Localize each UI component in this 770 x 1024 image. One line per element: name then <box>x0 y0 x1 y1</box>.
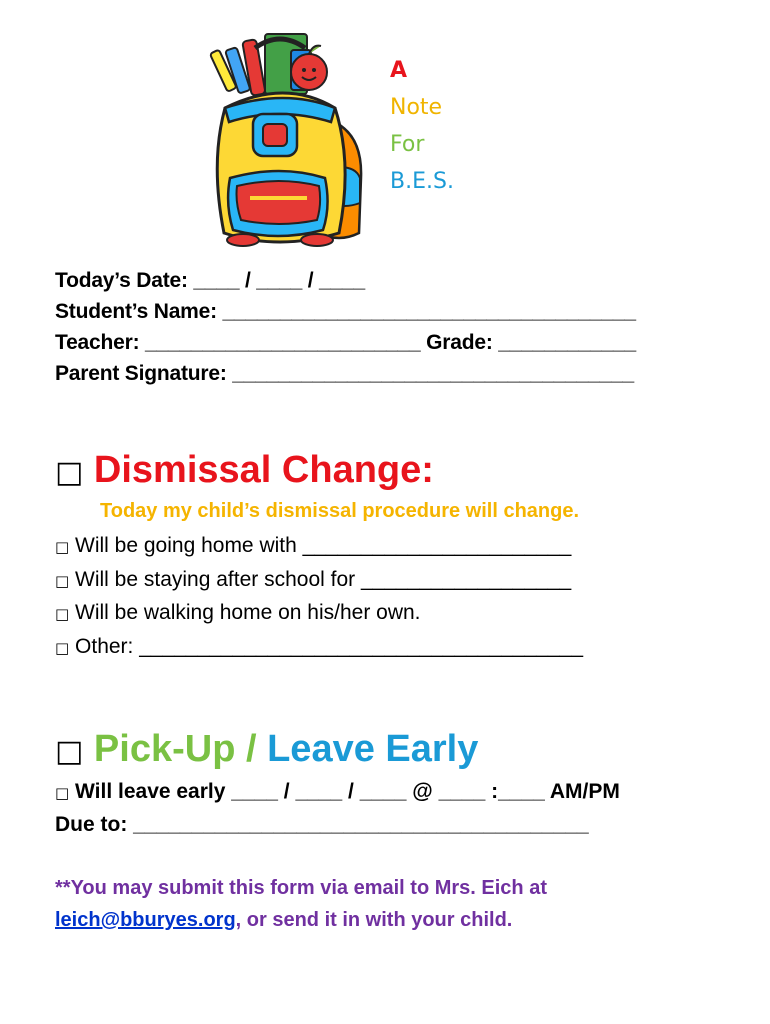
option-other <box>55 631 583 665</box>
option-checkbox[interactable]: □ <box>55 538 70 556</box>
due-to-field[interactable]: Due to: _______________________________________ <box>55 813 589 836</box>
option-going-home <box>55 530 583 564</box>
teacher-grade-field[interactable]: Teacher: ________________________ Grade: ____________ <box>55 331 637 354</box>
option-label: Other: ______________________________________ <box>69 634 584 658</box>
note-line-2-rest: , or send it in with your child. <box>235 909 513 931</box>
option-label: Will be going home with _______________________ <box>69 534 572 557</box>
leave-early-checkbox[interactable]: □ <box>55 784 70 802</box>
dismissal-title: Dismissal Change: <box>93 449 434 491</box>
backpack-illustration <box>195 28 375 248</box>
title-bes: B.E.S. <box>390 169 454 194</box>
dismissal-subtitle: Today my child’s dismissal procedure will change. <box>100 500 580 522</box>
parent-signature-field[interactable]: Parent Signature: ___________________________________ <box>55 362 635 385</box>
email-link[interactable]: leich@bburyes.org <box>55 909 236 931</box>
pickup-title: Pick-Up <box>93 728 236 770</box>
student-name-field[interactable]: Student’s Name: ____________________________________ <box>55 300 636 323</box>
dismissal-options <box>55 530 583 664</box>
note-title <box>390 52 454 200</box>
title-note: Note <box>390 95 443 120</box>
dismissal-heading <box>55 448 434 495</box>
option-label: Will be walking home on his/her own. <box>69 601 421 624</box>
leave-early-title: Leave Early <box>267 728 479 770</box>
note-line-2 <box>55 904 547 936</box>
option-checkbox[interactable]: □ <box>55 638 70 657</box>
title-for: For <box>390 132 425 157</box>
leave-early-label: Will leave early ____ / ____ / ____ @ ____ :____ AM/PM <box>69 780 620 803</box>
dismissal-checkbox[interactable]: □ <box>55 455 84 490</box>
pickup-heading <box>55 727 478 774</box>
option-checkbox[interactable]: □ <box>55 571 70 590</box>
pickup-checkbox[interactable]: □ <box>55 734 84 769</box>
option-after-school <box>55 564 583 598</box>
option-label: Will be staying after school for __________________ <box>69 567 572 591</box>
date-field[interactable]: Today’s Date: ____ / ____ / ____ <box>55 269 365 292</box>
leave-early-field[interactable] <box>55 776 620 809</box>
pickup-fields <box>55 776 620 840</box>
option-walking-home <box>55 597 583 631</box>
submission-note <box>55 872 547 936</box>
title-a: A <box>390 58 408 83</box>
info-fields <box>55 265 636 389</box>
pickup-title-separator: / <box>235 728 268 770</box>
note-line-1: **You may submit this form via email to Mrs. Eich at <box>55 877 547 899</box>
option-checkbox[interactable]: □ <box>55 605 70 623</box>
